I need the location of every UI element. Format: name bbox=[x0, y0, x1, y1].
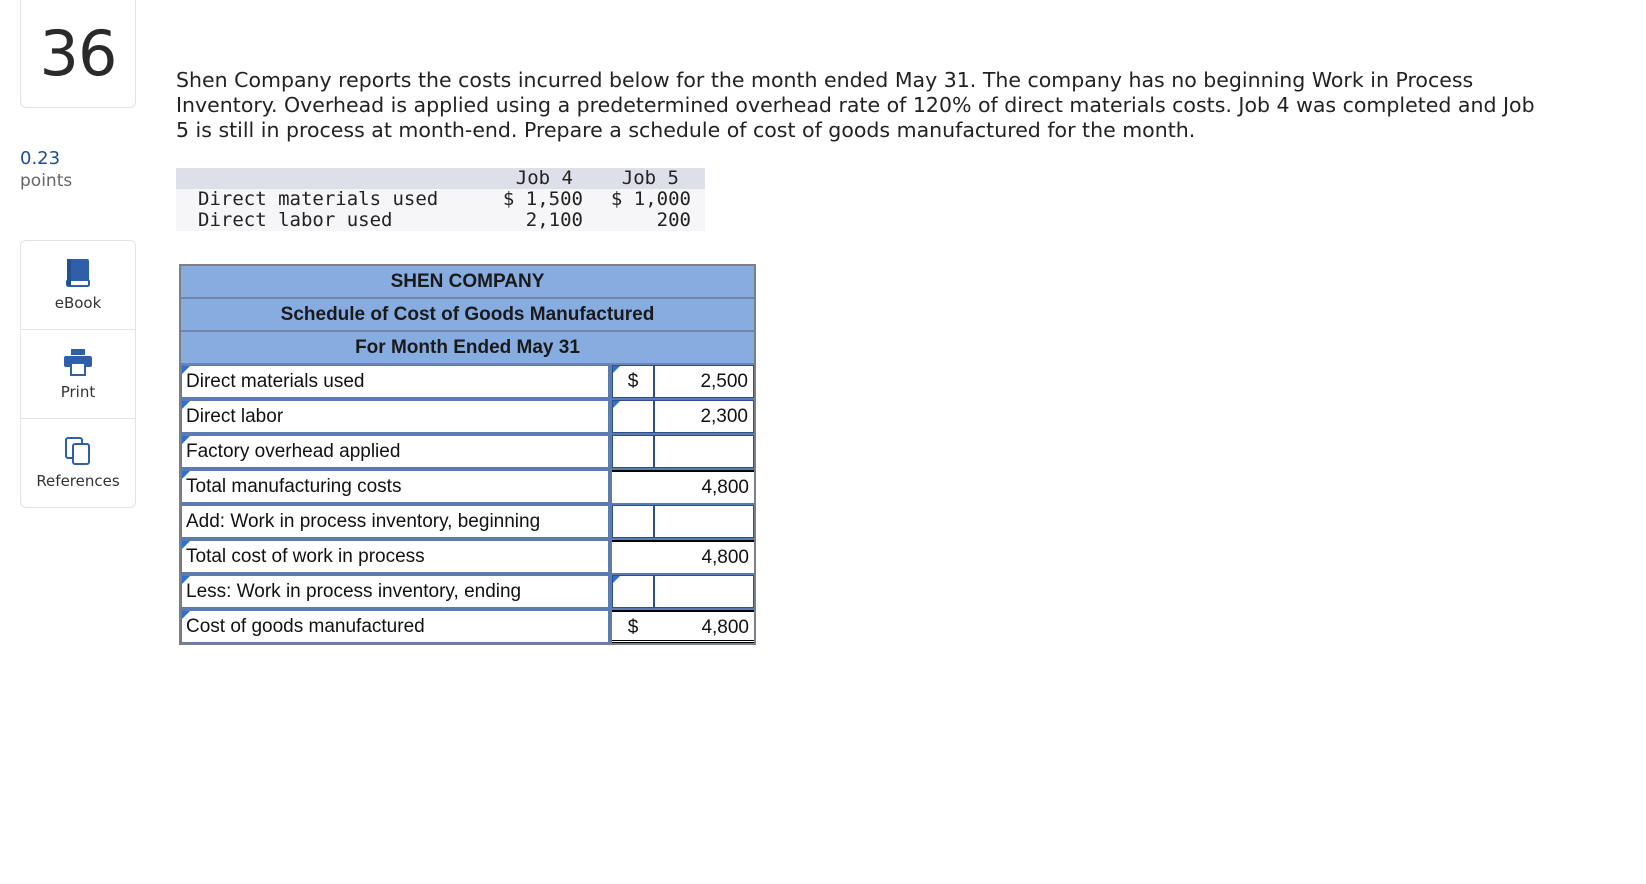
job5-value: 200 bbox=[656, 209, 691, 231]
job-table-header bbox=[176, 168, 705, 189]
row-label-select[interactable] bbox=[181, 540, 609, 573]
question-prompt: Shen Company reports the costs incurred below for the month ended May 31. The company has no beginning Work in Process Inventory. Overhead is applied using a predetermined overhead rate of 120% of direct materials costs. Job 4 was completed and Job 5 is still in process at month-end. Prepare a schedule of cost of goods manufactured for the month. bbox=[176, 68, 1535, 142]
row-label-text: Total cost of work in process bbox=[186, 546, 425, 567]
dollar-sign bbox=[612, 610, 654, 643]
job-cost-table bbox=[176, 168, 705, 231]
points-label: points bbox=[20, 170, 73, 191]
dropdown-marker-icon bbox=[182, 576, 190, 584]
dollar-sign bbox=[612, 435, 654, 468]
row-label: Direct materials used bbox=[198, 188, 439, 210]
schedule-row bbox=[181, 435, 754, 470]
print-label: Print bbox=[60, 383, 96, 401]
ebook-button[interactable] bbox=[21, 241, 135, 330]
table-row bbox=[176, 189, 705, 210]
dollar-sign bbox=[612, 575, 654, 608]
dropdown-marker-icon bbox=[182, 401, 190, 409]
printer-icon bbox=[63, 347, 93, 377]
dollar-text: $ bbox=[627, 617, 639, 638]
row-label-text: Total manufacturing costs bbox=[186, 476, 402, 497]
row-label-text: Direct labor bbox=[186, 406, 284, 427]
amount-input[interactable]: 2,500 bbox=[654, 365, 754, 398]
job4-value: $ 1,500 bbox=[502, 188, 583, 210]
question-number: 36 bbox=[20, 0, 136, 108]
job5-header: Job 5 bbox=[621, 167, 679, 189]
dropdown-marker-icon bbox=[613, 576, 620, 583]
schedule-row bbox=[181, 610, 754, 643]
amount-input[interactable] bbox=[654, 505, 754, 538]
schedule-row bbox=[181, 575, 754, 610]
job5-value: $ 1,000 bbox=[610, 188, 691, 210]
schedule-period: For Month Ended May 31 bbox=[181, 332, 754, 365]
dropdown-marker-icon bbox=[182, 541, 190, 549]
references-label: References bbox=[36, 472, 120, 490]
dropdown-marker-icon bbox=[182, 471, 190, 479]
dropdown-marker-icon bbox=[182, 611, 190, 619]
table-row bbox=[176, 210, 705, 231]
dropdown-marker-icon bbox=[613, 401, 620, 408]
amount-input[interactable] bbox=[654, 435, 754, 468]
schedule-row bbox=[181, 400, 754, 435]
schedule-company: SHEN COMPANY bbox=[181, 266, 754, 299]
row-label-select[interactable] bbox=[181, 435, 609, 468]
row-label-select[interactable] bbox=[181, 400, 609, 433]
amount-total: 4,800 bbox=[654, 610, 754, 643]
row-label-select[interactable] bbox=[181, 610, 609, 643]
row-label-text: Factory overhead applied bbox=[186, 441, 401, 462]
amount-total: 4,800 bbox=[654, 540, 754, 573]
row-label-text: Cost of goods manufactured bbox=[186, 616, 425, 637]
amount-input[interactable]: 2,300 bbox=[654, 400, 754, 433]
amount-total: 4,800 bbox=[654, 470, 754, 503]
schedule-row bbox=[181, 540, 754, 575]
row-label-text: Direct materials used bbox=[186, 371, 365, 392]
dollar-sign bbox=[612, 540, 654, 573]
dollar-text: $ bbox=[627, 371, 639, 392]
dropdown-marker-icon bbox=[613, 366, 620, 373]
points-info bbox=[20, 148, 72, 192]
job4-value: 2,100 bbox=[525, 209, 583, 231]
dollar-sign bbox=[612, 505, 654, 538]
dropdown-marker-icon bbox=[182, 436, 190, 444]
row-label-select[interactable] bbox=[181, 470, 609, 503]
points-value: 0.23 bbox=[20, 148, 61, 169]
schedule-row bbox=[181, 365, 754, 400]
row-label: Direct labor used bbox=[198, 209, 393, 231]
dollar-sign bbox=[612, 400, 654, 433]
row-label-text: Less: Work in process inventory, ending bbox=[186, 581, 522, 602]
book-icon bbox=[64, 258, 92, 288]
row-label-text: Add: Work in process inventory, beginning bbox=[186, 511, 541, 532]
schedule-row bbox=[181, 505, 754, 540]
cogm-schedule bbox=[179, 264, 756, 645]
ebook-label: eBook bbox=[54, 294, 102, 312]
job4-header: Job 4 bbox=[515, 167, 573, 189]
dollar-sign bbox=[612, 365, 654, 398]
copy-documents-icon bbox=[64, 436, 92, 466]
amount-input[interactable] bbox=[654, 575, 754, 608]
tools-panel bbox=[20, 240, 136, 508]
dropdown-marker-icon bbox=[182, 366, 190, 374]
row-label-select[interactable] bbox=[181, 575, 609, 608]
row-label-select[interactable] bbox=[181, 365, 609, 398]
print-button[interactable] bbox=[21, 330, 135, 419]
schedule-title: Schedule of Cost of Goods Manufactured bbox=[181, 299, 754, 332]
row-label-select[interactable] bbox=[181, 505, 609, 538]
dollar-sign bbox=[612, 470, 654, 503]
schedule-row bbox=[181, 470, 754, 505]
references-button[interactable] bbox=[21, 419, 135, 507]
